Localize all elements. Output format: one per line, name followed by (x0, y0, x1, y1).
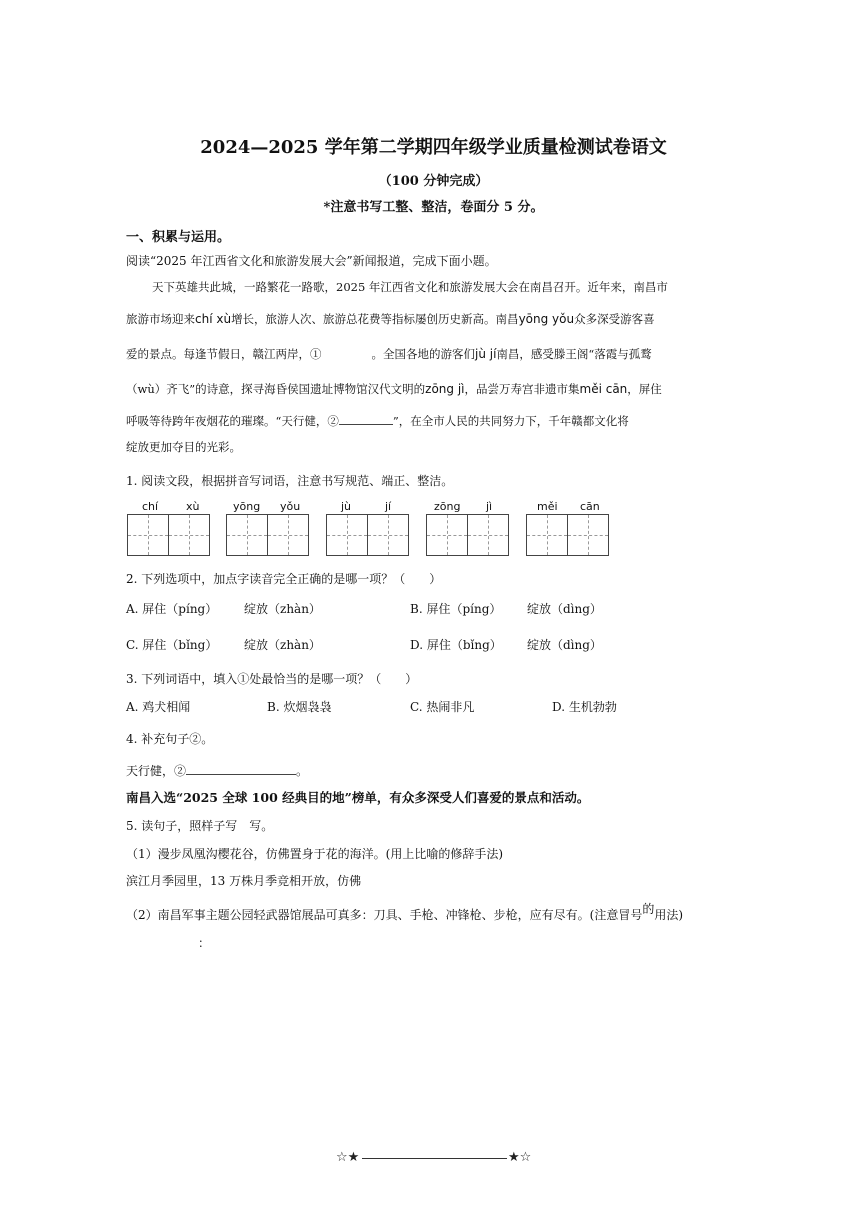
pinyin-label: jù (341, 500, 352, 513)
pinyin-label: jí (385, 500, 392, 513)
blank-2[interactable] (339, 424, 393, 425)
fill-sentence: 天行健，② 。 (126, 764, 309, 778)
question-2: 2. 下列选项中，加点字读音完全正确的是哪一项？（ ） (126, 572, 442, 586)
passage-line-6: 绽放更加夺目的光彩。 (126, 440, 241, 454)
option-d-2: 绽放（dìng） (527, 638, 602, 652)
option-a-2: 绽放（zhàn） (244, 602, 321, 616)
option-b-2: 绽放（dìng） (527, 602, 602, 616)
q5-sentence-1b: 滨江月季园里，13 万株月季竞相开放，仿佛 (126, 874, 362, 888)
q5-sentence-1: （1）漫步凤凰沟樱花谷，仿佛置身于花的海洋。(用上比喻的修辞手法) (126, 847, 504, 861)
option-d-1[interactable]: D. 屏住（bǐng） (410, 638, 502, 652)
writing-grid-1[interactable] (127, 514, 209, 557)
page-title: 2024—2025 学年第二学期四年级学业质量检测试卷语文 (200, 137, 667, 158)
question-4: 4. 补充句子②。 (126, 732, 214, 746)
option-c-1[interactable]: C. 屏住（bǐng） (126, 638, 218, 652)
notice: *注意书写工整、整洁，卷面分 5 分。 (323, 200, 544, 215)
option-a[interactable]: A. 鸡犬相闻 (126, 700, 191, 714)
option-a-1[interactable]: A. 屏住（píng） (126, 602, 218, 616)
pinyin-label: cān (580, 500, 600, 513)
passage-line-5: 呼吸等待跨年夜烟花的璀璨。“天行健，② ”，在全市人民的共同努力下，千年赣都文化将 (126, 414, 629, 428)
pinyin-label: chí (142, 500, 159, 513)
option-c-2: 绽放（zhàn） (244, 638, 321, 652)
section-intro: 阅读“2025 年江西省文化和旅游发展大会”新闻报道，完成下面小题。 (126, 254, 497, 268)
pinyin-label: xù (186, 500, 200, 513)
pinyin-label: zōng (434, 500, 461, 513)
section-heading: 一、积累与运用。 (126, 230, 231, 245)
blank-answer[interactable] (186, 774, 296, 775)
writing-grid-2[interactable] (226, 514, 308, 557)
writing-grid-4[interactable] (426, 514, 508, 557)
option-b-1[interactable]: B. 屏住（píng） (410, 602, 502, 616)
question-3: 3. 下列词语中，填入①处最恰当的是哪一项？（ ） (126, 672, 418, 686)
footer-divider (362, 1158, 507, 1159)
writing-grid-5[interactable] (526, 514, 608, 557)
option-c[interactable]: C. 热闹非凡 (410, 700, 475, 714)
question-1: 1. 阅读文段，根据拼音写词语，注意书写规范、端正、整洁。 (126, 474, 454, 488)
option-b[interactable]: B. 炊烟袅袅 (267, 700, 332, 714)
page-subtitle: （100 分钟完成） (378, 174, 489, 189)
passage-line-4: （wù）齐飞”的诗意，探寻海昏侯国遗址博物馆汉代文明的zōng jì，品尝万寿宫非遗市集měi cān，屏住 (126, 382, 662, 396)
q5-colon-mark: ： (198, 936, 211, 950)
pinyin-label: jì (486, 500, 493, 513)
writing-grid-3[interactable] (326, 514, 408, 557)
q5-sentence-2: （2）南昌军事主题公园轻武器馆展品可真多：刀具、手枪、冲锋枪、步枪，应有尽有。(注意冒号的用法) (126, 902, 684, 922)
question-5: 5. 读句子，照样子写 写。 (126, 819, 274, 833)
pinyin-label: yōng (233, 500, 261, 513)
passage-line-2: 旅游市场迎来chí xù增长，旅游人次、旅游总花费等指标屡创历史新高。南昌yōng yǒu众多深受游客喜 (126, 312, 655, 326)
star-icon: ★☆ (508, 1150, 532, 1165)
passage-line-3: 爱的景点。每逢节假日，赣江两岸，① 。全国各地的游客们jù jí南昌，感受滕王阁“落霞与孤鹜 (126, 347, 652, 361)
passage-line-1: 天下英雄共此城，一路繁花一路歌，2025 年江西省文化和旅游发展大会在南昌召开。近年来，南昌市 (152, 280, 668, 294)
star-icon: ☆★ (336, 1150, 360, 1165)
pinyin-label: měi (537, 500, 558, 513)
option-d[interactable]: D. 生机勃勃 (552, 700, 617, 714)
pinyin-label: yǒu (280, 500, 301, 513)
bold-statement: 南昌入选“2025 全球 100 经典目的地”榜单，有众多深受人们喜爱的景点和活动。 (126, 790, 590, 805)
